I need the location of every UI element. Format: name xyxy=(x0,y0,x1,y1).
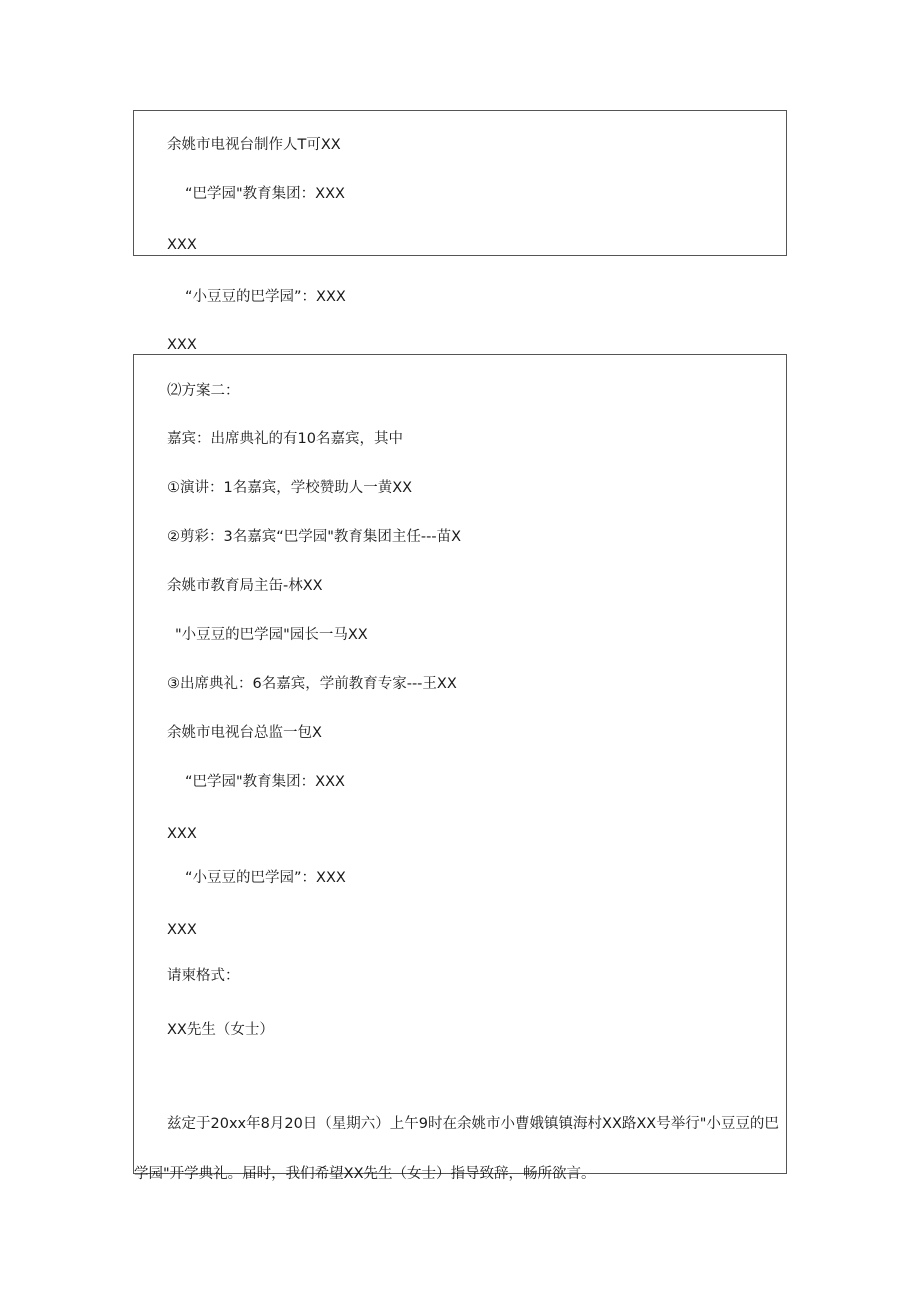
education-bureau-line: 余姚市教育局主缶-林XX xyxy=(167,578,323,594)
ribbon-cutting-line: ②剪彩：3名嘉宾“巴学园"教育集团主任---苗X xyxy=(167,529,462,545)
xxx-line: XXX xyxy=(167,922,197,938)
text-frame-top xyxy=(133,110,787,256)
xxx-line: XXX xyxy=(167,337,197,353)
principal-line: "小豆豆的巴学园"园长一马XX xyxy=(175,627,368,643)
kindergarten-line: “小豆豆的巴学园”：XXX xyxy=(185,870,346,886)
speech-line: ①演讲：1名嘉宾，学校赞助人一黄XX xyxy=(167,480,413,496)
xxx-line: XXX xyxy=(167,237,197,253)
group-line: “巴学园"教育集团：XXX xyxy=(185,774,345,790)
invitation-body-text: 兹定于20xx年8月20日（星期六）上午9时在余姚市小曹娥镇镇海村XX路XX号举行"小豆豆的巴学园"开学典礼。届时，我们希望XX先生（女士）指导致辞，畅所欲言。 xyxy=(134,1116,779,1182)
guests-line: 嘉宾：出席典礼的有10名嘉宾，其中 xyxy=(167,431,403,447)
group-line: “巴学园"教育集团：XXX xyxy=(185,186,345,202)
salutation-line: XX先生（女士） xyxy=(167,1022,274,1038)
plan-two-heading: ⑵方案二： xyxy=(167,383,240,399)
invitation-format-label: 请柬格式： xyxy=(167,968,240,984)
text-frame-main xyxy=(133,354,787,1174)
kindergarten-line: “小豆豆的巴学园”：XXX xyxy=(185,289,346,305)
tv-director-line: 余姚市电视台总监一包X xyxy=(167,725,322,741)
tv-producer-line: 余姚市电视台制作人T可XX xyxy=(167,137,341,153)
xxx-line: XXX xyxy=(167,826,197,842)
attendance-line: ③出席典礼：6名嘉宾，学前教育专家---王XX xyxy=(167,676,457,692)
